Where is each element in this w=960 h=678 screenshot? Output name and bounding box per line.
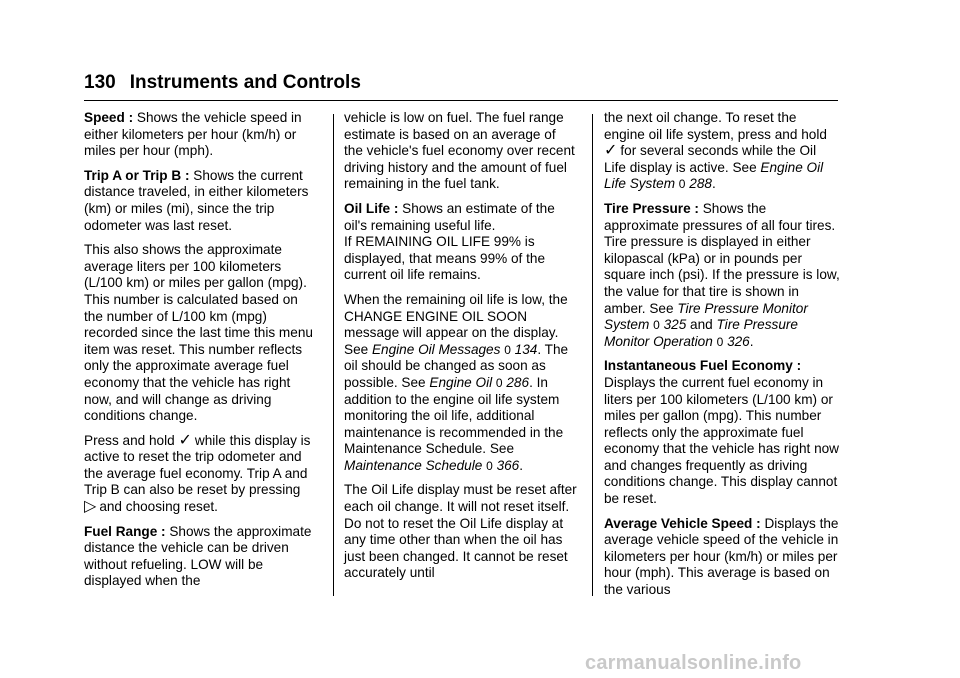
trip-text: Shows the current distance traveled, in either kilometers (km) or miles (mi), since the trip odometer was last reset. <box>84 167 309 233</box>
trip-term: Trip A or Trip B : <box>84 167 194 183</box>
column-3 <box>604 110 840 607</box>
link-engine-oil-messages[interactable]: Engine Oil Messages <box>371 341 501 357</box>
speed-term: Speed : <box>84 110 137 125</box>
page-number: 130 <box>84 72 116 93</box>
instantaneous-fuel-economy-term: Instantaneous Fuel Economy : <box>604 358 802 374</box>
link-engine-oil[interactable]: Engine Oil <box>429 374 493 390</box>
column-divider <box>592 114 593 596</box>
speed-text: Shows the vehicle speed in either kilometers per hour (km/h) or miles per hour (mph). <box>84 110 302 159</box>
oil-reset-continued: the next oil change. To reset the engine oil life system, press and hold ✓ for several seconds while the Oil Life display is active. See Engine Oil Life System 0 288. <box>604 110 827 192</box>
press-and-hold-text: Press and hold ✓ while this display is active to reset the trip odometer and the average fuel economy. Trip A and Trip B can also be reset by pressing ▷ and choosing reset. <box>84 431 311 516</box>
oil-life-entry <box>344 201 578 284</box>
column-1 <box>84 110 320 598</box>
select-arrow-icon: ▷ <box>84 498 97 516</box>
average-vehicle-speed-entry: Average Vehicle Speed : Displays the average vehicle speed of the vehicle in kilometers per hour (km/h) or miles per hour (mph). This average is based on the various <box>604 515 839 598</box>
tire-pressure-term: Tire Pressure : <box>604 200 703 216</box>
oil-life-term: Oil Life : <box>344 200 403 216</box>
watermark: carmanualsonline.info <box>585 652 802 674</box>
oil-life-percent-text: If REMAINING OIL LIFE 99% is displayed, that means 99% of the current oil life remains. <box>344 234 546 283</box>
check-icon: ✓ <box>178 431 192 449</box>
column-divider <box>333 114 334 596</box>
oil-life-text: Shows an estimate of the oil's remaining useful life. <box>344 200 555 233</box>
oil-low-text: When the remaining oil life is low, the CHANGE ENGINE OIL SOON message will appear on the display. See Engine Oil Messages 0 134. The oil should be changed as soon as possible. See Engine Oil 0 286. In addition to the engine oil life system monitoring the oil life, additional maintenance is recommended in the Maintenance Schedule. See Maintenance Schedule 0 366. <box>344 291 569 473</box>
page-ref-icon: 0 <box>653 318 660 333</box>
link-tire-pressure-monitor-operation[interactable]: Tire Pressure Monitor Operation <box>604 317 798 349</box>
trip-fuel-economy-text: This also shows the approximate average liters per 100 kilometers (L/100 km) or miles per gallon (mpg). This number is calculated based on the number of L/100 km (mpg) recorded since the last time this menu item was reset. This number reflects only the approximate average fuel economy that the vehicle has right now, and will change as driving conditions change. <box>84 242 313 424</box>
speed-entry <box>84 110 320 160</box>
fuel-range-continued: vehicle is low on fuel. The fuel range estimate is based on an average of the vehicle's fuel economy over recent driving history and the amount of fuel remaining in the fuel tank. <box>344 110 575 192</box>
fuel-range-term: Fuel Range : <box>84 523 170 539</box>
page-ref-icon: 0 <box>678 177 686 192</box>
tire-pressure-entry: Tire Pressure : Shows the approximate pressures of all four tires. Tire pressure is displayed in either kilopascal (kPa) or in pounds per square inch (psi). If the pressure is low, the value for that tire is shown in amber. See Tire Pressure Monitor System 0 325 and Tire Pressure Monitor Operation 0 326. <box>604 200 840 349</box>
fuel-range-entry <box>84 524 320 590</box>
page-ref-icon: 0 <box>504 342 511 357</box>
link-tire-pressure-monitor-system[interactable]: Tire Pressure Monitor System <box>604 300 808 333</box>
page-ref-icon: 0 <box>495 375 503 390</box>
column-2 <box>344 110 578 590</box>
average-vehicle-speed-term: Average Vehicle Speed : <box>604 515 765 531</box>
link-maintenance-schedule[interactable]: Maintenance Schedule <box>344 457 483 473</box>
page-header <box>84 72 361 94</box>
fuel-range-text: Shows the approximate distance the vehicle can be driven without refueling. LOW will be displayed when the <box>84 523 312 589</box>
instantaneous-fuel-economy-entry: Instantaneous Fuel Economy : Displays the current fuel economy in liters per 100 kilometers (L/100 km) or miles per gallon (mpg). This number reflects only the approximate fuel economy that the vehicle has right now and changes frequently as driving conditions change. This display cannot be reset. <box>604 358 840 507</box>
page-ref-icon: 0 <box>486 458 493 473</box>
header-rule <box>84 100 838 101</box>
page-ref-icon: 0 <box>716 334 724 349</box>
link-engine-oil-life-system[interactable]: Engine Oil Life System <box>604 159 824 192</box>
section-title: Instruments and Controls <box>129 72 361 93</box>
check-icon: ✓ <box>604 142 618 160</box>
trip-entry <box>84 168 320 234</box>
oil-reset-text: The Oil Life display must be reset after each oil change. It will not reset itself. Do not to reset the Oil Life display at any time other than when the oil has just been changed. It cannot be reset accurately until <box>344 482 577 581</box>
